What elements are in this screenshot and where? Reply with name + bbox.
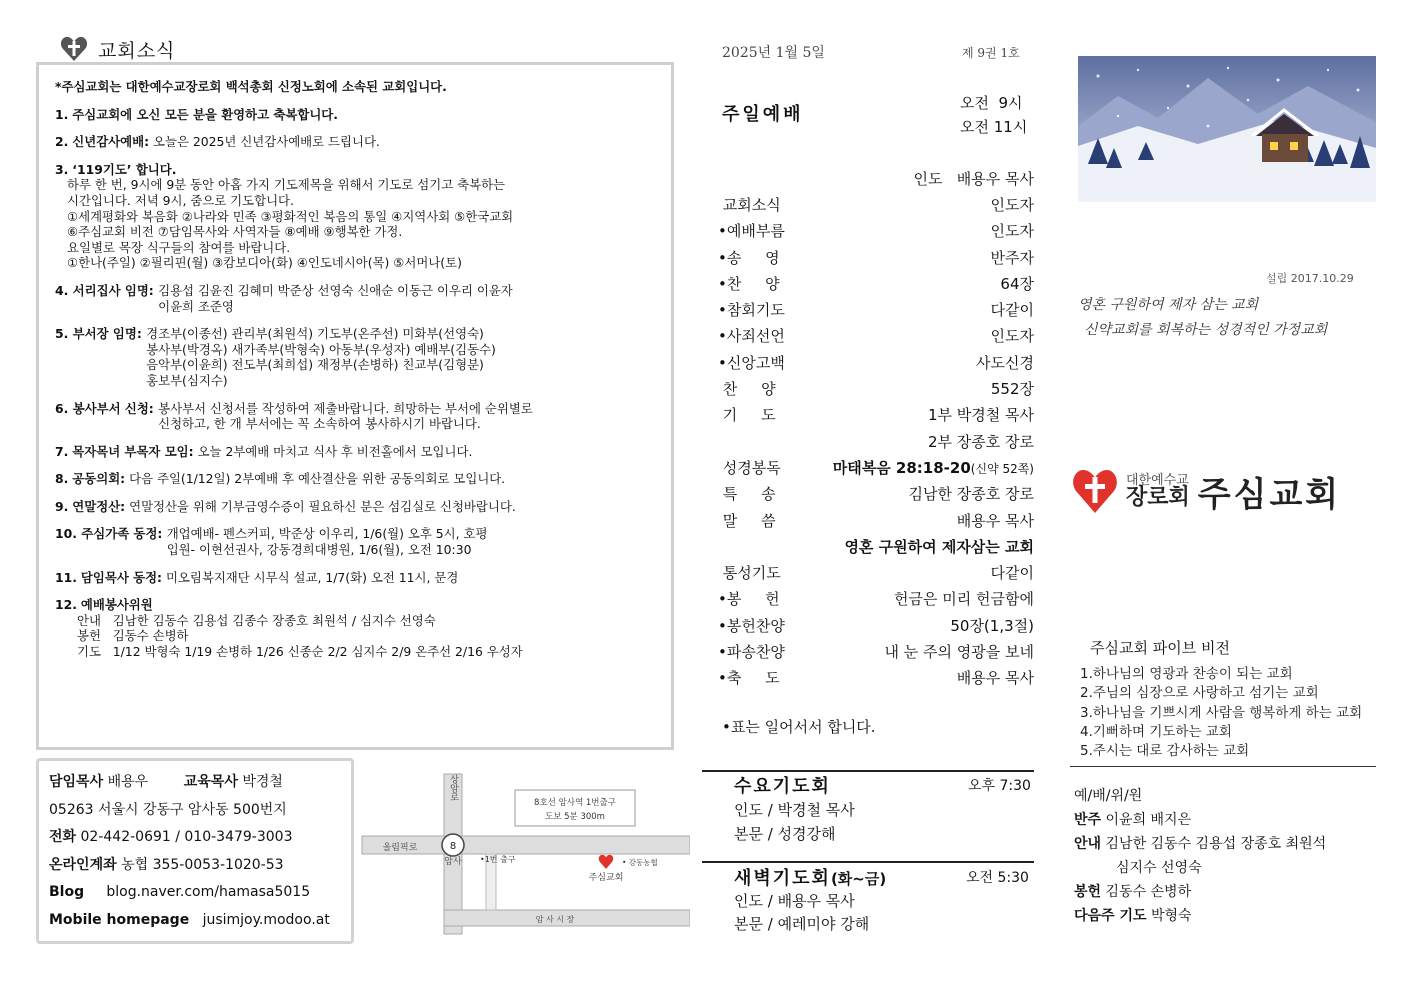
item-line: 요일별로 목장 식구들의 참여를 바랍니다. <box>67 239 291 255</box>
vision-item: 2.주님의 심장으로 사랑하고 섬기는 교회 <box>1080 685 1319 702</box>
news-item-worship-servers <box>55 597 657 659</box>
pastor-name: 배용우 <box>107 774 149 790</box>
wednesday-leader: 인도 / 박경철 목사 <box>734 801 855 819</box>
item-body: 오늘은 2025년 신년감사예배로 드립니다. <box>153 134 380 150</box>
phone-number: 02-442-0691 / 010-3479-3003 <box>80 829 293 845</box>
news-item-shepherd-meeting <box>55 444 657 460</box>
bulletin-volume: 제 9권 1호 <box>962 46 1020 60</box>
winter-cabin-illustration <box>1078 56 1376 202</box>
order-row: 기 도 1부 박경철 목사 <box>718 406 1034 425</box>
order-row: •참회기도 다같이 <box>718 301 1034 320</box>
logo-church-name: 주심교회 <box>1197 474 1342 515</box>
order-row-scripture: 성경봉독 마태복음 28:18-20(신약 52쪽) <box>718 458 1034 477</box>
contact-box <box>36 758 354 944</box>
item-heading: 목자목녀 부목자 모임: <box>72 443 194 459</box>
account-label: 온라인계좌 <box>49 856 117 873</box>
location-map <box>360 770 690 940</box>
news-item-service-dept <box>55 401 657 432</box>
station-number: 8 <box>449 841 457 852</box>
item-heading: 예배봉사위원 <box>80 597 153 613</box>
church-marker-icon <box>599 855 613 869</box>
order-row: 교회소식 인도자 <box>718 195 1034 214</box>
order-row: 2부 장종호 장로 <box>927 432 1034 451</box>
order-row: 인도 배용우 목사 <box>913 169 1034 188</box>
address: 05263 서울시 강동구 암사동 500번지 <box>49 801 287 818</box>
news-item-deacons <box>55 283 657 314</box>
news-item <box>55 134 657 150</box>
next-prayer-label: 다음주 기도 <box>1074 908 1147 924</box>
item-heading: 서리집사 임명: <box>72 282 154 298</box>
item-line: 봉사부(박경옥) 새가족부(박형숙) 아동부(우성자) 예배부(김동수) <box>146 341 496 357</box>
road-v-label: 상암로 <box>448 774 458 802</box>
item-number: 7. <box>55 443 69 459</box>
news-box <box>36 62 674 750</box>
item-body: 연말정산을 위해 기부금영수증이 필요하신 분은 섬김실로 신청바랍니다. <box>129 498 516 514</box>
stand-note: •표는 일어서서 합니다. <box>722 718 876 736</box>
item-heading: ‘119기도’ 합니다. <box>72 161 177 177</box>
item-number: 5. <box>55 326 69 342</box>
vision-item: 5.주시는 대로 감사하는 교회 <box>1080 743 1250 760</box>
item-line: 이윤희 조준영 <box>158 298 234 314</box>
item-body: 다음 주일(1/12일) 2부예배 후 예산결산을 위한 공동의회로 모입니다. <box>129 471 506 487</box>
item-line: 시간입니다. 저녁 9시, 줌으로 기도합니다. <box>67 192 294 208</box>
vision-list <box>1080 665 1362 761</box>
heart-cross-logo-icon <box>1072 467 1118 515</box>
item-line: 하루 한 번, 9시에 9분 동안 아홉 가지 기도제목을 위해서 기도로 섬기고 축복하는 <box>67 177 506 193</box>
news-heading <box>60 34 175 64</box>
divider <box>702 861 1034 863</box>
slogan-1: 영혼 구원하여 제자 삼는 교회 <box>1078 297 1259 313</box>
news-item <box>55 107 657 123</box>
market-label: 암 사 시 장 <box>535 915 575 924</box>
order-row: •봉 헌 헌금은 미리 헌금함에 <box>718 590 1034 609</box>
item-line: 안내 김남한 김동수 김용섭 김종수 장종호 최원석 / 심지수 선영숙 <box>77 612 436 628</box>
phone-label: 전화 <box>49 829 77 845</box>
bank-label: • 강동농협 <box>622 858 658 867</box>
wednesday-text: 본문 / 성경강해 <box>734 825 836 843</box>
item-number: 3. <box>55 161 69 177</box>
news-item-congregation-meeting <box>55 471 657 487</box>
vision-item: 1.하나님의 영광과 찬송이 되는 교회 <box>1080 666 1293 682</box>
vision-title: 주심교회 파이브 비전 <box>1090 639 1230 657</box>
item-number: 12. <box>55 597 77 613</box>
blog-link[interactable]: blog.naver.com/hamasa5015 <box>106 884 311 900</box>
item-line: ①한나(주일) ②필리핀(월) ③캄보디아(화) ④인도네시아(목) ⑤서머나(토) <box>67 255 462 271</box>
worship-servers <box>1074 784 1326 928</box>
order-row: 특 송 김남한 장종호 장로 <box>718 485 1034 504</box>
order-row: •예배부름 인도자 <box>718 222 1034 241</box>
worship-title: 주일예배 <box>722 104 804 125</box>
next-prayer-name: 박형숙 <box>1150 908 1192 924</box>
pastor-label: 담임목사 <box>49 774 104 790</box>
news-title: 교회소식 <box>98 39 176 62</box>
item-number: 1. <box>55 106 69 122</box>
item-line: ⑥주심교회 비전 ⑦담임목사와 사역자들 ⑧예배 ⑨행복한 가정. <box>67 224 403 240</box>
item-line: 개업예배- 펜스커피, 박준상 이우리, 1/6(월) 오후 5시, 호평 <box>166 526 488 542</box>
order-row: •파송찬양 내 눈 주의 영광을 보네 <box>718 642 1034 661</box>
item-number: 8. <box>55 471 69 487</box>
servers-title: 예/배/위/원 <box>1074 788 1143 804</box>
wednesday-title: 수요기도회 <box>734 776 831 797</box>
item-number: 4. <box>55 282 69 298</box>
edu-pastor-name: 박경철 <box>242 774 283 790</box>
pastor-line <box>49 769 341 797</box>
item-line: 경조부(이종선) 관리부(최원석) 기도부(온주선) 미화부(선영숙) <box>146 326 484 342</box>
item-body: 미오림복지재단 시무식 설교, 1/7(화) 오전 11시, 문경 <box>165 569 459 585</box>
offering-label: 봉헌 <box>1074 884 1102 900</box>
worship-time-1: 오전 9시 <box>960 94 1023 112</box>
item-number: 9. <box>55 498 69 514</box>
order-row: •송 영 반주자 <box>718 248 1034 267</box>
item-line: 홍보부(심지수) <box>146 372 228 388</box>
usher-names-2: 심지수 선영숙 <box>1116 860 1202 876</box>
item-number: 6. <box>55 400 69 416</box>
church-logo <box>1072 460 1372 522</box>
bulletin-date: 2025년 1월 5일 <box>722 45 825 61</box>
item-heading: 주심가족 동정: <box>81 526 163 542</box>
dawn-text: 본문 / 예레미야 강해 <box>734 915 870 933</box>
item-line: 입원- 이현선권사, 강동경희대병원, 1/6(월), 오전 10:30 <box>166 542 472 558</box>
order-row: •사죄선언 인도자 <box>718 327 1034 346</box>
item-line: 김용섭 김윤진 김혜미 박준상 선영숙 신애순 이동근 이우리 이윤자 <box>158 282 513 298</box>
news-item-tax <box>55 499 657 515</box>
divider <box>1070 766 1376 767</box>
item-heading: 봉사부서 신청: <box>72 400 154 416</box>
item-line: ①세계평화와 복음화 ②나라와 민족 ③평화적인 복음의 통일 ④지역사회 ⑤한국교회 <box>67 208 514 224</box>
worship-time-2: 오전 11시 <box>960 118 1028 136</box>
dawn-days: (화~금) <box>830 870 887 888</box>
news-intro: *주심교회는 대한예수교장로회 백석총회 신정노회에 소속된 교회입니다. <box>55 79 447 94</box>
phone-line <box>49 824 341 852</box>
offering-names: 김동수 손병하 <box>1105 884 1192 900</box>
item-line: 기도 1/12 박형숙 1/19 손병하 1/26 신종순 2/2 심지수 2/9 온주선 2/16 우성자 <box>77 644 523 660</box>
order-of-worship <box>718 165 1034 691</box>
usher-label: 안내 <box>1074 836 1102 852</box>
vision-item: 4.기뻐하며 기도하는 교회 <box>1080 723 1232 740</box>
church-label: 주심교회 <box>588 873 624 883</box>
direction-line2: 도보 5분 300m <box>545 812 605 822</box>
wednesday-time: 오후 7:30 <box>968 778 1031 794</box>
item-line: 봉사부서 신청서를 작성하여 제출바랍니다. 희망하는 부서에 순위별로 <box>158 400 533 416</box>
news-item-pastor-news <box>55 570 657 586</box>
order-row: 말 씀 배용우 목사 <box>718 511 1034 530</box>
mobile-link[interactable]: jusimjoy.modoo.at <box>202 911 330 928</box>
item-line: 봉헌 김동수 손병하 <box>77 628 189 644</box>
item-heading: 담임목사 동정: <box>80 569 162 585</box>
order-row: •찬 양 64장 <box>718 274 1034 293</box>
item-heading: 부서장 임명: <box>72 326 142 342</box>
scripture-page: (신약 52쪽) <box>970 461 1034 476</box>
heart-cross-icon <box>60 36 88 62</box>
order-row: •신앙고백 사도신경 <box>718 353 1034 372</box>
item-heading: 주심교회에 오신 모든 분을 환영하고 축복합니다. <box>72 106 338 122</box>
item-heading: 신년감사예배: <box>72 134 150 150</box>
news-item-119 <box>55 162 657 271</box>
founded-date: 설립 2017.10.29 <box>1266 272 1354 285</box>
item-number: 10. <box>55 526 77 542</box>
item-number: 11. <box>55 569 77 585</box>
item-number: 2. <box>55 134 69 150</box>
order-row-sermon-title: 영혼 구원하여 제자삼는 교회 <box>844 537 1034 556</box>
logo-denomination: 대한예수교 <box>1126 472 1189 488</box>
account-number: 농협 355-0053-1020-53 <box>121 856 284 873</box>
dawn-title-text: 새벽기도회 <box>734 868 831 889</box>
item-line: 신청하고, 한 개 부서에는 꼭 소속하여 봉사하시기 바랍니다. <box>158 416 481 432</box>
blog-line <box>49 879 341 907</box>
account-line <box>49 852 341 880</box>
road-h-label: 올림픽로 <box>382 843 418 853</box>
dawn-time: 오전 5:30 <box>966 870 1029 886</box>
usher-names: 김남한 김동수 김용섭 장종호 최원석 <box>1105 836 1327 852</box>
direction-line1: 8호선 암사역 1번출구 <box>534 798 616 808</box>
order-row: •봉헌찬양 50장(1,3절) <box>718 616 1034 635</box>
order-row: •축 도 배용우 목사 <box>718 669 1034 688</box>
mobile-line <box>49 907 341 935</box>
item-heading: 연말정산: <box>72 498 126 514</box>
blog-label: Blog <box>49 884 85 900</box>
scripture-ref: 마태복음 28:18-20 <box>832 458 971 477</box>
order-row: 찬 양 552장 <box>718 380 1034 399</box>
mobile-label: Mobile homepage <box>49 911 190 928</box>
item-body: 오늘 2부예배 마치고 식사 후 비전홀에서 모입니다. <box>197 443 473 459</box>
order-row: 통성기도 다같이 <box>718 564 1034 583</box>
news-item-dept-heads <box>55 326 657 388</box>
accompanist-names: 이윤희 배지은 <box>1105 812 1192 828</box>
news-item-family-news <box>55 526 657 557</box>
slogan-2: 신약교회를 회복하는 성경적인 가정교회 <box>1084 322 1328 338</box>
logo-presbyterian: 장로회 <box>1126 484 1190 510</box>
vision-item: 3.하나님을 기쁘시게 사람을 행복하게 하는 교회 <box>1080 704 1363 721</box>
accompanist-label: 반주 <box>1074 812 1102 828</box>
item-heading: 공동의회: <box>72 471 126 487</box>
dawn-leader: 인도 / 배용우 목사 <box>734 892 855 910</box>
exit-label: •1번 출구 <box>480 855 516 864</box>
station-name: 암사 <box>444 857 462 867</box>
dawn-title <box>734 864 886 890</box>
item-line: 음악부(이윤희) 전도부(최희섭) 재정부(손병하) 친교부(김형분) <box>146 357 484 373</box>
edu-pastor-label: 교육목사 <box>183 774 238 790</box>
